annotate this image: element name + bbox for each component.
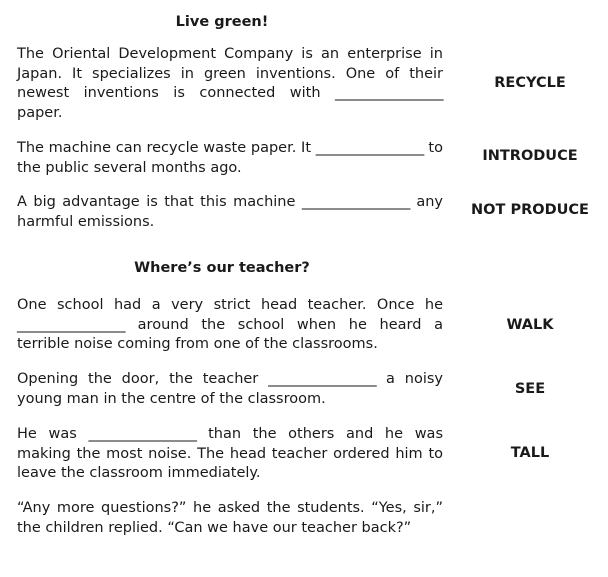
- paragraph-text-after: any harmful emissions.: [17, 194, 443, 230]
- keyword-1: RECYCLE: [494, 75, 566, 91]
- keyword-2: INTRODUCE: [482, 148, 578, 164]
- answer-blank-1[interactable]: ________________: [335, 85, 443, 101]
- paragraph-text-after: than the others and he was making the most noise. The head teacher ordered him to leave the classroom immediately.: [17, 426, 443, 481]
- answer-blank-5[interactable]: ________________: [268, 371, 377, 387]
- paragraph-text-before: The Oriental Development Company is an enterprise in Japan. It specializes in green inventions. One of their newest inventions is connected with: [17, 46, 443, 101]
- paragraph-6: [17, 425, 443, 484]
- keyword-5: SEE: [514, 381, 546, 397]
- paragraph-1: [17, 45, 443, 123]
- section-1-title: Live green!: [175, 14, 269, 30]
- paragraph-3: [17, 193, 443, 232]
- paragraph-4: [17, 296, 443, 355]
- paragraph-text-before: A big advantage is that this machine: [17, 194, 302, 210]
- paragraph-2: [17, 139, 443, 178]
- section-2-title: Where’s our teacher?: [134, 260, 310, 276]
- paragraph-text-before: Opening the door, the teacher: [17, 371, 269, 387]
- paragraph-text-before: One school had a very strict head teacher. Once he: [17, 297, 443, 313]
- paragraph-text-before: The machine can recycle waste paper. It: [17, 140, 316, 156]
- answer-blank-2[interactable]: ________________: [315, 140, 424, 156]
- paragraph-5: [17, 370, 443, 409]
- paragraph-text-after: to the public several months ago.: [17, 140, 443, 176]
- paragraph-text-after: a noisy young man in the centre of the classroom.: [17, 371, 443, 407]
- paragraph-text-before: He was: [17, 426, 89, 442]
- paragraph-text-after: around the school when he heard a terrible noise coming from one of the classrooms.: [17, 316, 443, 352]
- keyword-4: WALK: [506, 317, 554, 333]
- closing-paragraph: “Any more questions?” he asked the students. “Yes, sir,” the children replied. “Can we have our teacher back?”: [17, 500, 443, 536]
- answer-blank-4[interactable]: ________________: [17, 316, 125, 333]
- answer-blank-6[interactable]: ________________: [88, 426, 197, 442]
- paragraph-text-after: paper.: [17, 104, 63, 121]
- keyword-3: NOT PRODUCE: [471, 202, 589, 218]
- keyword-6: TALL: [510, 445, 550, 461]
- answer-blank-3[interactable]: ________________: [301, 194, 410, 210]
